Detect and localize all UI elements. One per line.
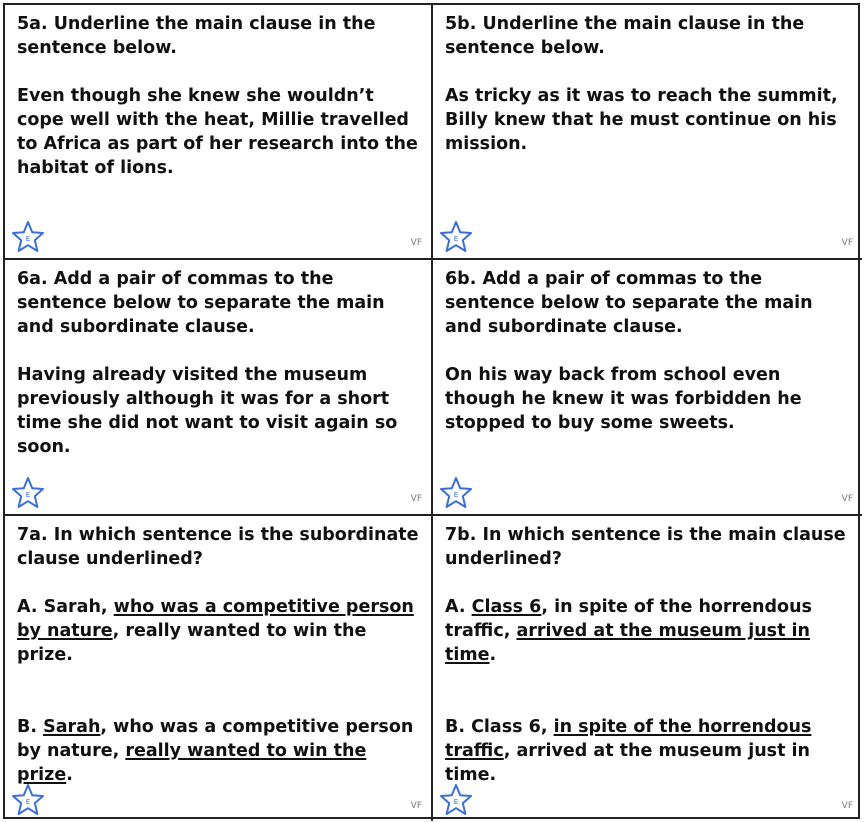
card-title: 7b. In which sentence is the main clause underlined? <box>445 525 846 569</box>
card-6a <box>5 260 433 516</box>
star-icon <box>439 476 473 510</box>
card-sentence: Having already visited the museum previously although it was for a short time she did not want to visit again so soon. <box>17 365 398 457</box>
underlined-clause: Sarah <box>43 717 101 737</box>
card-7b <box>433 516 862 821</box>
card-sentence: Even though she knew she wouldn’t cope well with the heat, Millie travelled to Africa as part of her research into the habitat of lions. <box>17 86 418 178</box>
task-card-grid <box>3 3 860 819</box>
footer-initials: VF <box>410 801 422 811</box>
underlined-clause: who was a competitive person by nature <box>17 597 414 641</box>
footer-initials: VF <box>841 238 853 248</box>
underlined-clause: in spite of the horrendous traffic <box>445 717 812 761</box>
card-title: 7a. In which sentence is the subordinate clause underlined? <box>17 525 419 569</box>
footer-initials: VF <box>841 801 853 811</box>
footer-initials: VF <box>410 494 422 504</box>
card-sentence: As tricky as it was to reach the summit, Billy knew that he must continue on his mission. <box>445 86 838 154</box>
svg-text:E: E <box>25 235 31 243</box>
option-b: B. Sarah, who was a competitive person by nature, really wanted to win the prize. <box>17 717 414 785</box>
card-6b <box>433 260 862 516</box>
svg-text:E: E <box>453 491 459 499</box>
card-title: 6a. Add a pair of commas to the sentence below to separate the main and subordinate clause. <box>17 269 385 337</box>
svg-text:E: E <box>453 798 459 806</box>
svg-text:E: E <box>25 798 31 806</box>
card-title: 5a. Underline the main clause in the sentence below. <box>17 14 376 58</box>
card-title: 6b. Add a pair of commas to the sentence below to separate the main and subordinate clause. <box>445 269 813 337</box>
star-icon <box>11 783 45 817</box>
star-icon <box>439 783 473 817</box>
card-sentence: On his way back from school even though he knew it was forbidden he stopped to buy some sweets. <box>445 365 802 433</box>
star-icon <box>11 220 45 254</box>
star-icon <box>11 476 45 510</box>
footer-initials: VF <box>410 238 422 248</box>
card-title: 5b. Underline the main clause in the sentence below. <box>445 14 805 58</box>
card-7a <box>5 516 433 821</box>
option-a: A. Sarah, who was a competitive person by nature, really wanted to win the prize. <box>17 597 414 665</box>
card-5a <box>5 5 433 260</box>
underlined-clause: arrived at the museum just in time <box>445 621 811 665</box>
star-icon <box>439 220 473 254</box>
underlined-clause: Class 6 <box>471 597 542 617</box>
footer-initials: VF <box>841 494 853 504</box>
card-5b <box>433 5 862 260</box>
underlined-clause: really wanted to win the prize <box>17 741 367 785</box>
svg-text:E: E <box>453 235 459 243</box>
option-a: A. Class 6, in spite of the horrendous traffic, arrived at the museum just in time. <box>445 597 812 665</box>
option-b: B. Class 6, in spite of the horrendous traffic, arrived at the museum just in time. <box>445 717 812 785</box>
svg-text:E: E <box>25 491 31 499</box>
